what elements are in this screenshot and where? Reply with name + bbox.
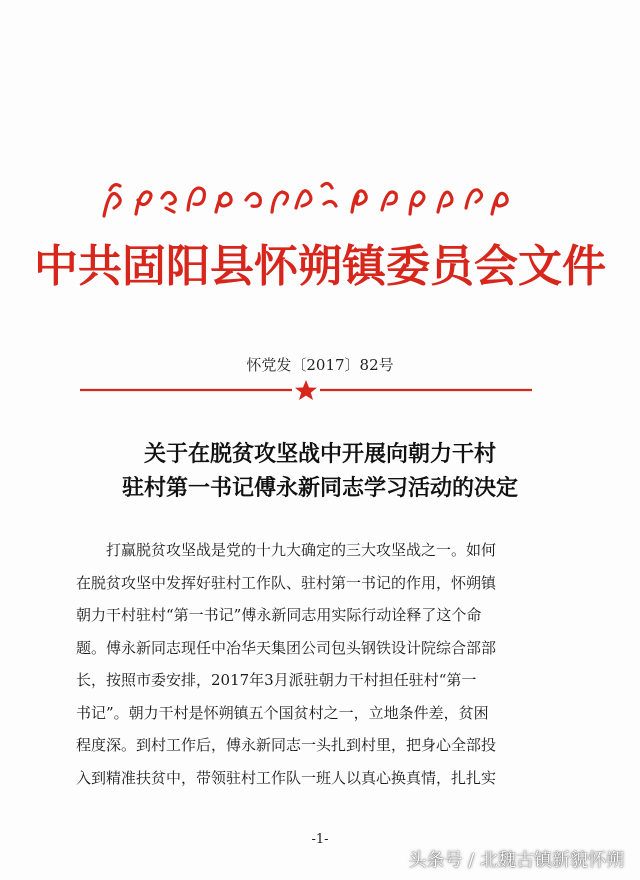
decision-title-line-2: 驻村第一书记傅永新同志学习活动的决定 xyxy=(121,476,518,501)
body-line: 在脱贫攻坚中发挥好驻村工作队、驻村第一书记的作用，怀朔镇 xyxy=(76,573,497,592)
page-number: -1- xyxy=(311,832,329,847)
body-line: 长，按照市委安排，2017年3月派驻朝力干村担任驻村“第一 xyxy=(76,671,477,689)
body-line: 打赢脱贫攻坚战是党的十九大确定的三大攻坚战之一。如何 xyxy=(106,541,497,559)
body-paragraph xyxy=(76,534,546,794)
source-watermark: 头条号 / 北魏古镇新貌怀朔 xyxy=(408,850,624,871)
decision-title xyxy=(0,438,640,506)
body-line: 书记”。朝力干村是怀朔镇五个国贫村之一，立地条件差，贫困 xyxy=(76,703,489,722)
body-line: 程度深。到村工作后，傅永新同志一头扎到村里，把身心全部投 xyxy=(76,736,497,754)
body-line: 题。傅永新同志现任中冶华天集团公司包头钢铁设计院综合部部 xyxy=(76,638,497,657)
body-line: 入到精准扶贫中，带领驻村工作队一班人以真心换真情，扎扎实 xyxy=(76,768,497,787)
decision-title-line-1: 关于在脱贫攻坚战中开展向朝力干村 xyxy=(143,442,496,467)
star-icon xyxy=(295,380,317,400)
issuing-authority-title: 中共固阳县怀朔镇委员会文件 xyxy=(34,241,606,292)
document-number: 怀党发〔2017〕82号 xyxy=(246,356,394,374)
body-line: 朝力干村驻村“第一书记”傅永新同志用实际行动诠释了这个命 xyxy=(76,606,482,624)
mongolian-script-header xyxy=(96,168,526,224)
red-divider-with-star xyxy=(80,378,532,402)
